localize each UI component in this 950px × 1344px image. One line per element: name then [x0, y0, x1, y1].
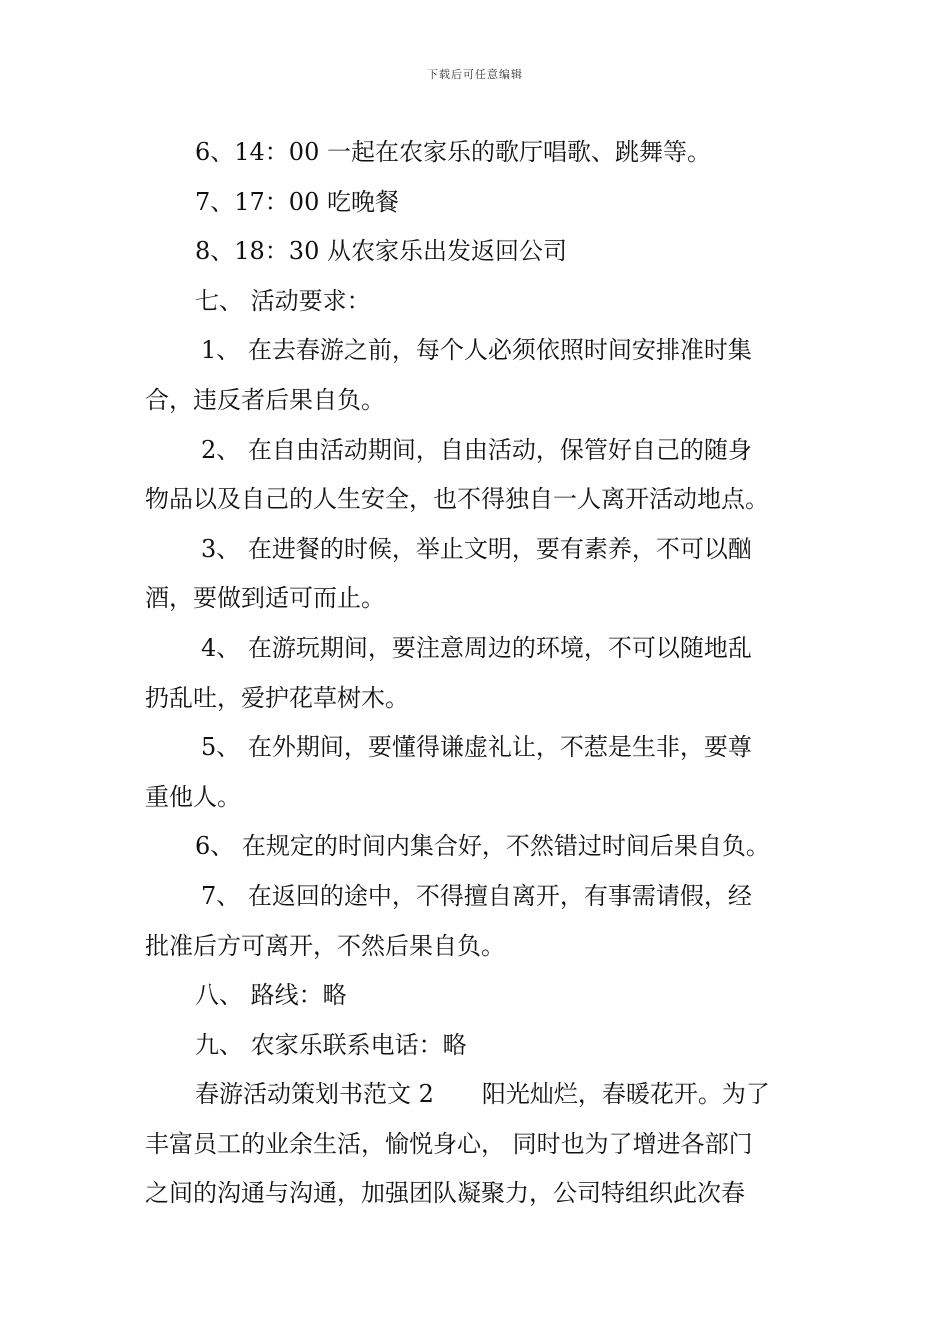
document-body: [145, 128, 807, 1219]
requirement-1-line-1: 1、 在去春游之前，每个人必须依照时间安排准时集: [201, 336, 752, 365]
requirement-2-line-2: 物品以及自己的人生安全，也不得独自一人离开活动地点。: [145, 485, 769, 514]
requirement-7-line-2: 批准后方可离开，不然后果自负。: [145, 931, 505, 960]
sample-2-intro-line: [145, 1070, 807, 1120]
requirement-4-line-2: 扔乱吐，爱护花草树木。: [145, 683, 409, 712]
requirement-4-line-1: 4、 在游玩期间，要注意周边的环境，不可以随地乱: [201, 633, 752, 662]
sample-2-line-3: 之间的沟通与沟通，加强团队凝聚力，公司特组织此次春: [145, 1179, 745, 1208]
requirement-5-line-2: 重他人。: [145, 782, 241, 811]
requirement-6: 6、 在规定的时间内集合好，不然错过时间后果自负。: [195, 832, 770, 861]
requirement-1-line-2: 合，违反者后果自负。: [145, 385, 385, 414]
requirement-3-line-2: 酒，要做到适可而止。: [145, 584, 385, 613]
requirement-7-line-1: 7、 在返回的途中，不得擅自离开，有事需请假，经: [201, 881, 752, 910]
section-heading-route: 八、 路线：略: [195, 981, 347, 1010]
section-heading-requirements: 七、 活动要求：: [195, 286, 371, 315]
sample-2-opening: 阳光灿烂，春暖花开。为了: [481, 1080, 770, 1109]
requirement-2-line-1: 2、 在自由活动期间，自由活动，保管好自己的随身: [201, 435, 752, 464]
schedule-item-7: 7、17：00 吃晚餐: [195, 187, 399, 216]
sample-2-line-2: 丰富员工的业余生活，愉悦身心， 同时也为了增进各部门: [145, 1129, 753, 1158]
schedule-item-6: 6、14：00 一起在农家乐的歌厅唱歌、跳舞等。: [195, 138, 711, 166]
schedule-item-8: 8、18：30 从农家乐出发返回公司: [195, 237, 567, 266]
sample-2-title: 春游活动策划书范文 2: [195, 1080, 434, 1109]
page-header: 下载后可任意编辑: [427, 68, 523, 81]
section-heading-contact: 九、 农家乐联系电话：略: [195, 1030, 467, 1059]
requirement-5-line-1: 5、 在外期间，要懂得谦虚礼让，不惹是生非，要尊: [201, 733, 752, 762]
requirement-3-line-1: 3、 在进餐的时候，举止文明，要有素养，不可以酗: [201, 534, 752, 563]
